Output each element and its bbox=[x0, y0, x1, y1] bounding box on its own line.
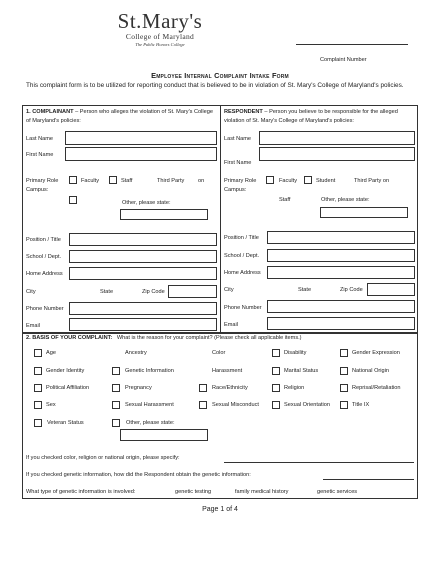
c-email-label: Email bbox=[26, 323, 40, 329]
family-history-option[interactable]: family medical history bbox=[235, 489, 289, 495]
complaint-number-label: Complaint Number bbox=[320, 57, 367, 63]
basis-genetic-information-checkbox[interactable] bbox=[112, 367, 120, 375]
r-phone-field[interactable] bbox=[267, 300, 415, 313]
c-faculty-label: Faculty bbox=[81, 178, 100, 184]
c-last-name-field[interactable] bbox=[65, 131, 217, 145]
c-zip-label: Zip Code bbox=[142, 289, 165, 295]
basis-race-ethnicity-label: Race/Ethnicity bbox=[212, 385, 248, 391]
c-staff-label: Staff bbox=[121, 178, 133, 184]
c-home-address-label: Home Address bbox=[26, 271, 63, 277]
c-phone-label: Phone Number bbox=[26, 306, 64, 312]
basis-pregnancy-checkbox[interactable] bbox=[112, 384, 120, 392]
r-faculty-label: Faculty bbox=[279, 178, 298, 184]
r-school-field[interactable] bbox=[267, 249, 415, 262]
q-genetic-label: If you checked genetic information, how did the Respondent obtain the genetic information: bbox=[26, 472, 251, 478]
r-phone-label: Phone Number bbox=[224, 305, 262, 311]
r-email-label: Email bbox=[224, 322, 238, 328]
logo-tagline: The Public Honors College bbox=[135, 42, 185, 47]
basis-sex-checkbox[interactable] bbox=[34, 401, 42, 409]
basis-color-label: Color bbox=[212, 350, 226, 356]
basis-gender-identity-checkbox[interactable] bbox=[34, 367, 42, 375]
c-school-label: School / Dept. bbox=[26, 254, 62, 260]
basis-political-affiliation-checkbox[interactable] bbox=[34, 384, 42, 392]
c-city-label: City bbox=[26, 289, 36, 295]
basis-race-ethnicity-checkbox[interactable] bbox=[199, 384, 207, 392]
r-last-name-label: Last Name bbox=[224, 136, 252, 142]
r-home-address-label: Home Address bbox=[224, 270, 261, 276]
basis-reprisal-retaliation-label: Reprisal/Retaliation bbox=[352, 385, 401, 391]
veteran-status-checkbox[interactable] bbox=[34, 419, 42, 427]
c-other-field[interactable] bbox=[120, 209, 208, 220]
r-third-party-label: Third Party on bbox=[354, 178, 390, 184]
r-position-label: Position / Title bbox=[224, 235, 259, 241]
r-other-label: Other, please state: bbox=[321, 197, 370, 203]
r-first-name-field[interactable] bbox=[259, 147, 415, 161]
r-zip-field[interactable] bbox=[367, 283, 415, 296]
c-faculty-checkbox[interactable] bbox=[69, 176, 77, 184]
r-home-address-field[interactable] bbox=[267, 266, 415, 279]
basis-sexual-misconduct-label: Sexual Misconduct bbox=[212, 402, 259, 408]
c-email-field[interactable] bbox=[69, 318, 217, 331]
logo-college: College of Maryland bbox=[125, 32, 195, 41]
r-email-field[interactable] bbox=[267, 317, 415, 330]
c-campus-label: Campus: bbox=[26, 187, 49, 193]
r-staff-label: Staff bbox=[279, 197, 291, 203]
c-phone-field[interactable] bbox=[69, 302, 217, 315]
intro-text: This complaint form is to be utilized for reporting conduct that is believed to be in violation of St. Mary's College of Maryland's policies. bbox=[26, 82, 404, 89]
basis-pregnancy-label: Pregnancy bbox=[125, 385, 152, 391]
r-other-field[interactable] bbox=[320, 207, 408, 218]
section-divider bbox=[220, 105, 221, 333]
veteran-status-label: Veteran Status bbox=[47, 420, 84, 426]
r-first-name-label: First Name bbox=[224, 160, 252, 166]
c-home-address-field[interactable] bbox=[69, 267, 217, 280]
c-zip-field[interactable] bbox=[168, 285, 217, 298]
basis-sexual-orientation-label: Sexual Orientation bbox=[284, 402, 331, 408]
basis-title-ix-checkbox[interactable] bbox=[340, 401, 348, 409]
r-zip-label: Zip Code bbox=[340, 287, 363, 293]
c-on-label: on bbox=[198, 178, 205, 184]
c-state-label: State bbox=[100, 289, 114, 295]
basis-gender-expression-checkbox[interactable] bbox=[340, 349, 348, 357]
c-first-name-label: First Name bbox=[26, 152, 54, 158]
basis-age-checkbox[interactable] bbox=[34, 349, 42, 357]
page-number: Page 1 of 4 bbox=[202, 506, 238, 513]
basis-religion-label: Religion bbox=[284, 385, 305, 391]
basis-sex-label: Sex bbox=[46, 402, 56, 408]
basis-disability-checkbox[interactable] bbox=[272, 349, 280, 357]
r-student-checkbox[interactable] bbox=[304, 176, 312, 184]
r-student-label: Student bbox=[316, 178, 336, 184]
basis-sexual-orientation-checkbox[interactable] bbox=[272, 401, 280, 409]
basis-sexual-harassment-label: Sexual Harassment bbox=[125, 402, 174, 408]
basis-national-origin-checkbox[interactable] bbox=[340, 367, 348, 375]
basis-ancestry-label: Ancestry bbox=[125, 350, 147, 356]
q-type-label: What type of genetic information is involved: bbox=[26, 489, 136, 495]
basis-reprisal-retaliation-checkbox[interactable] bbox=[340, 384, 348, 392]
complainant-heading: 1. COMPLAINANT – Person who alleges the violation of St. Mary's College of Maryland's policies: bbox=[26, 109, 213, 124]
respondent-heading: RESPONDENT – Person you believe to be responsible for the alleged violation of St. Mary's College of Maryland's policies: bbox=[224, 109, 398, 124]
r-school-label: School / Dept. bbox=[224, 253, 260, 259]
basis-sexual-misconduct-checkbox[interactable] bbox=[199, 401, 207, 409]
complaint-number-line[interactable] bbox=[296, 44, 408, 45]
c-third-party-label: Third Party bbox=[157, 178, 185, 184]
section2-heading: 2. BASIS OF YOUR COMPLAINT: What is the reason for your complaint? (Please check all applicable items.) bbox=[26, 335, 302, 341]
basis-religion-checkbox[interactable] bbox=[272, 384, 280, 392]
logo-name: St.Mary's bbox=[117, 9, 203, 33]
q-color-label: If you checked color, religion or national origin, please specify: bbox=[26, 455, 180, 461]
r-city-label: City bbox=[224, 287, 234, 293]
c-position-label: Position / Title bbox=[26, 237, 61, 243]
r-state-label: State bbox=[298, 287, 312, 293]
c-school-field[interactable] bbox=[69, 250, 217, 263]
r-last-name-field[interactable] bbox=[259, 131, 415, 145]
c-other-checkbox[interactable] bbox=[69, 196, 77, 204]
c-primary-role-label: Primary Role bbox=[26, 178, 59, 184]
basis-genetic-information-label: Genetic Information bbox=[125, 368, 174, 374]
r-primary-role-label: Primary Role bbox=[224, 178, 257, 184]
c-last-name-label: Last Name bbox=[26, 136, 54, 142]
genetic-testing-option[interactable]: genetic testing bbox=[175, 489, 212, 495]
r-faculty-checkbox[interactable] bbox=[266, 176, 274, 184]
college-logo bbox=[110, 10, 210, 48]
q-color-line[interactable] bbox=[224, 462, 414, 463]
basis-political-affiliation-label: Political Affiliation bbox=[46, 385, 90, 391]
r-campus-label: Campus: bbox=[224, 187, 247, 193]
basis-gender-identity-label: Gender Identity bbox=[46, 368, 85, 374]
genetic-services-option[interactable]: genetic services bbox=[317, 489, 358, 495]
basis-other-label: Other, please state: bbox=[126, 420, 175, 426]
q-genetic-line[interactable] bbox=[323, 479, 414, 480]
basis-gender-expression-label: Gender Expression bbox=[352, 350, 400, 356]
c-other-label: Other, please state: bbox=[122, 200, 171, 206]
basis-marital-status-checkbox[interactable] bbox=[272, 367, 280, 375]
basis-title-ix-label: Title IX bbox=[352, 402, 370, 408]
r-position-field[interactable] bbox=[267, 231, 415, 244]
basis-national-origin-label: National Origin bbox=[352, 368, 389, 374]
c-staff-checkbox[interactable] bbox=[109, 176, 117, 184]
c-first-name-field[interactable] bbox=[65, 147, 217, 161]
basis-harassment-label: Harassment bbox=[212, 368, 243, 374]
page-title: Employee Internal Complaint Intake Form bbox=[151, 71, 289, 80]
basis-sexual-harassment-checkbox[interactable] bbox=[112, 401, 120, 409]
basis-marital-status-label: Marital Status bbox=[284, 368, 319, 374]
basis-disability-label: Disability bbox=[284, 350, 307, 356]
basis-other-field[interactable] bbox=[120, 429, 208, 441]
basis-other-checkbox[interactable] bbox=[112, 419, 120, 427]
c-position-field[interactable] bbox=[69, 233, 217, 246]
basis-age-label: Age bbox=[46, 350, 56, 356]
